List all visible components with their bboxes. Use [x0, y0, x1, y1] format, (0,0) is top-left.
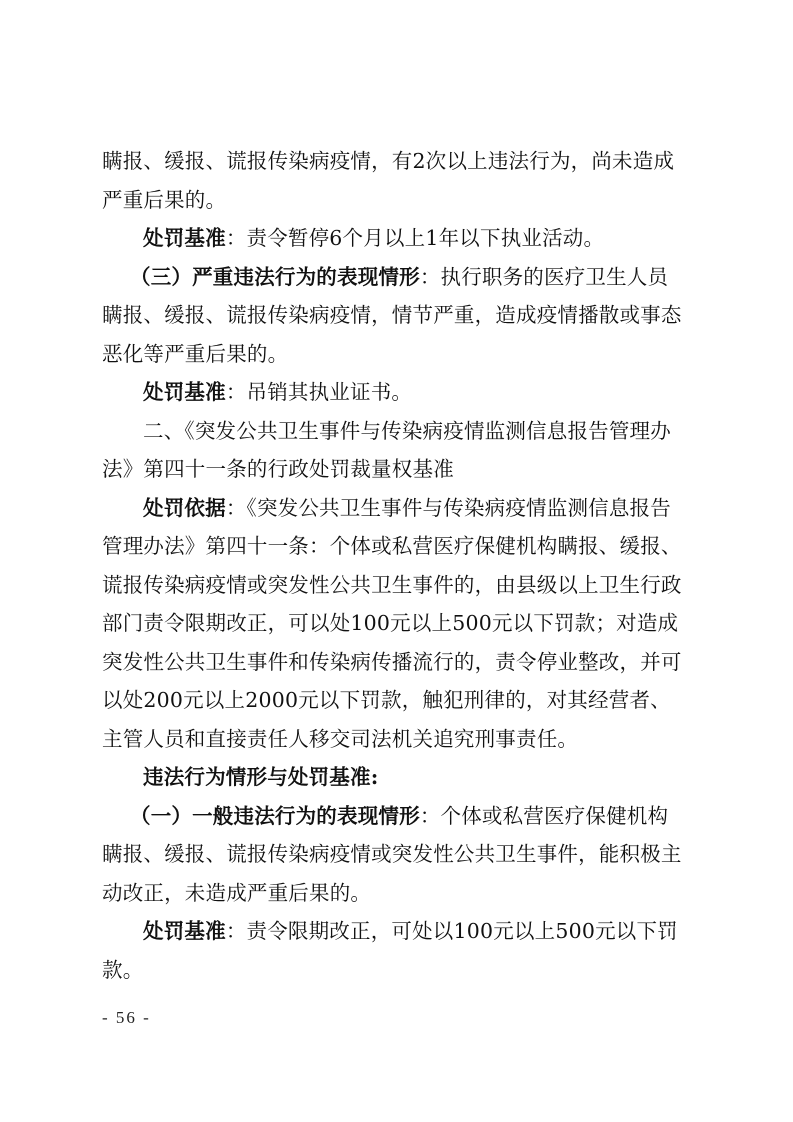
paragraph-line: 以处200元以上2000元以下罚款，触犯刑律的，对其经营者、: [102, 688, 671, 712]
subsection-heading: 违法行为情形与处罚基准:: [143, 765, 379, 789]
paragraph-line: 部门责令限期改正，可以处100元以上500元以下罚款；对造成: [102, 611, 679, 635]
paragraph-line: 主管人员和直接责任人移交司法机关追究刑事责任。: [102, 726, 579, 751]
severe-violation-label: （三）严重违法行为的表现情形: [130, 264, 420, 289]
page-number: - 56 -: [102, 1008, 151, 1027]
paragraph-line: 瞒报、缓报、谎报传染病疫情或突发性公共卫生事件，能积极主: [102, 842, 682, 866]
penalty-standard-paragraph: [102, 373, 702, 412]
general-violation-label: （一）一般违法行为的表现情形: [130, 803, 420, 828]
paragraph-line: 突发性公共卫生事件和传染病传播流行的，责令停业整改，并可: [102, 649, 682, 674]
paragraph-line: 严重后果的。: [102, 187, 227, 212]
severe-violation-paragraph: [102, 258, 702, 297]
penalty-standard-label: 处罚基准: [143, 226, 226, 250]
body-text: [102, 142, 702, 989]
paragraph-line: 管理办法》第四十一条：个体或私营医疗保健机构瞒报、缓报、: [102, 534, 682, 558]
paragraph-text: ：执行职务的医疗卫生人员: [419, 264, 669, 289]
penalty-standard-text: ：责令限期改正，可处以100元以上500元以下罚: [225, 919, 678, 943]
penalty-standard-label: 处罚基准: [143, 919, 226, 943]
penalty-standard-paragraph: [102, 912, 702, 951]
paragraph-line: 瞒报、缓报、谎报传染病疫情，有2次以上违法行为，尚未造成: [102, 149, 675, 173]
paragraph-line: 款。: [102, 957, 144, 982]
paragraph-text: ：《突发公共卫生事件与传染病疫情监测信息报告: [225, 495, 671, 520]
penalty-basis-label: 处罚依据: [143, 495, 226, 520]
paragraph-line: 动改正，未造成严重后果的。: [102, 880, 372, 905]
penalty-standard-text: ：吊销其执业证书。: [225, 380, 413, 404]
penalty-standard-text: ：责令暂停6个月以上1年以下执业活动。: [225, 226, 605, 250]
penalty-basis-paragraph: [102, 489, 702, 528]
penalty-standard-paragraph: [102, 219, 702, 258]
paragraph-text: ：个体或私营医疗保健机构: [419, 803, 669, 828]
paragraph-line: 瞒报、缓报、谎报传染病疫情，情节严重，造成疫情播散或事态: [102, 303, 682, 327]
section-heading-line: 法》第四十一条的行政处罚裁量权基准: [102, 457, 454, 481]
paragraph-line: 恶化等严重后果的。: [102, 341, 289, 366]
paragraph-line: 谎报传染病疫情或突发性公共卫生事件的，由县级以上卫生行政: [102, 572, 682, 597]
general-violation-paragraph: [102, 797, 702, 836]
section-heading-line: 二、《突发公共卫生事件与传染病疫情监测信息报告管理办: [143, 418, 671, 443]
penalty-standard-label: 处罚基准: [143, 380, 226, 404]
